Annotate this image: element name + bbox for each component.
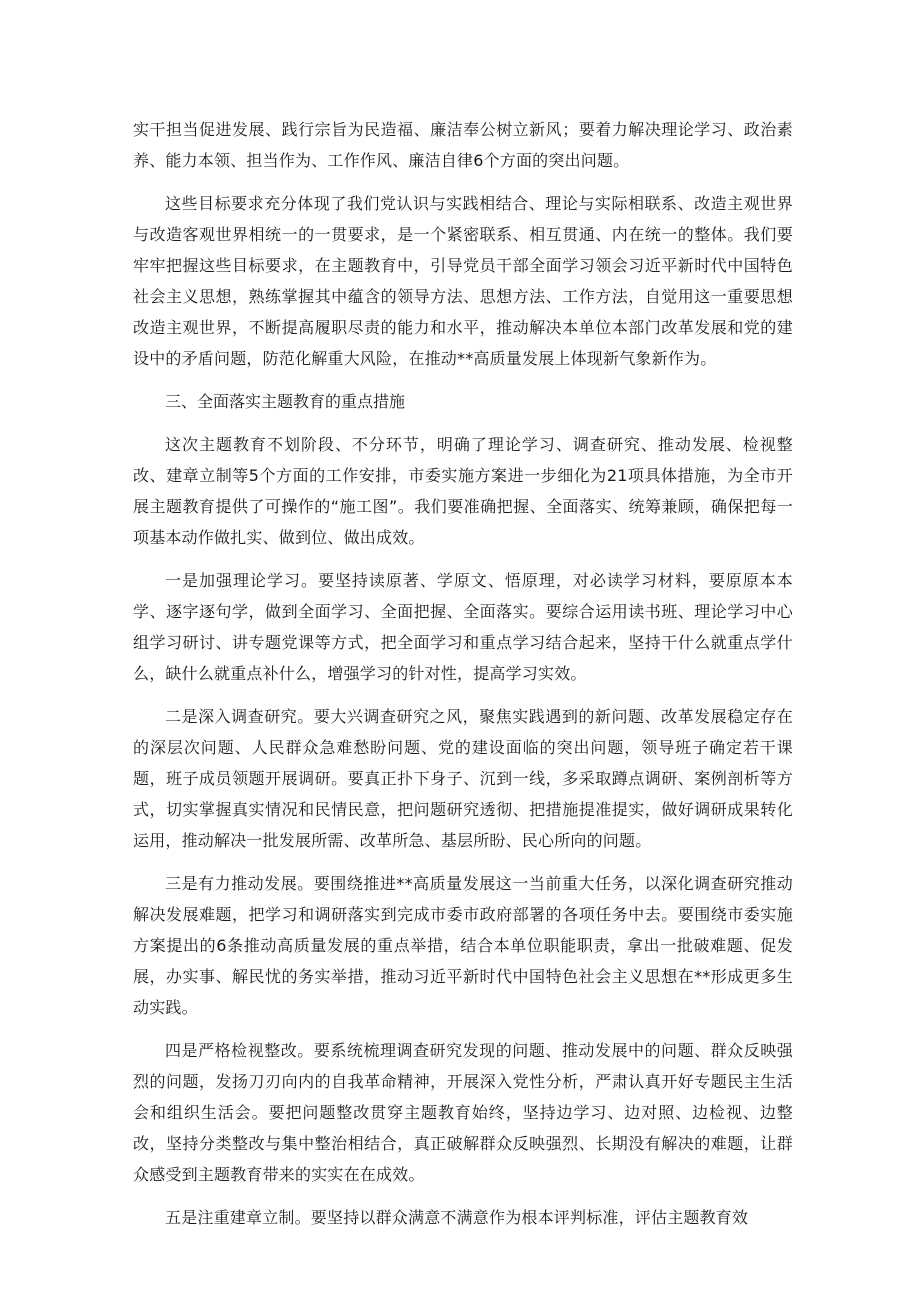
paragraph-inspection-rectification: 四是严格检视整改。要系统梳理调查研究发现的问题、推动发展中的问题、群众反映强烈的问题，发扬刀刃向内的自我革命精神，开展深入党性分析，严肃认真开好专题民主生活会和组织生活会。要把问题整改贯穿主题教育始终，坚持边学习、边对照、边检视、边整改，坚持分类整改与集中整治相结合，真正破解群众反映强烈、长期没有解决的难题，让群众感受到主题教育带来的实实在在成效。: [133, 1041, 793, 1184]
paragraph-promote-development: 三是有力推动发展。要围绕推进**高质量发展这一当前重大任务，以深化调查研究推动解决发展难题，把学习和调研落实到完成市委市政府部署的各项任务中去。要围绕市委实施方案提出的6条推动高质量发展的重点举措，结合本单位职能职责，拿出一批破难题、促发展，办实事、解民忧的务实举措，推动习近平新时代中国特色社会主义思想在**形成更多生动实践。: [133, 874, 793, 1017]
paragraph-goals-requirements: 这些目标要求充分体现了我们党认识与实践相结合、理论与实际相联系、改造主观世界与改造客观世界相统一的一贯要求，是一个紧密联系、相互贯通、内在统一的整体。我们要牢牢把握这些目标要求，在主题教育中，引导党员干部全面学习领会习近平新时代中国特色社会主义思想，熟练掌握其中蕴含的领导方法、思想方法、工作方法，自觉用这一重要思想改造主观世界，不断提高履职尽责的能力和水平，推动解决本单位本部门改革发展和党的建设中的矛盾问题，防范化解重大风险，在推动**高质量发展上体现新气象新作为。: [133, 194, 793, 368]
paragraph-work-arrangements: 这次主题教育不划阶段、不分环节，明确了理论学习、调查研究、推动发展、检视整改、建章立制等5个方面的工作安排，市委实施方案进一步细化为21项具体措施，为全市开展主题教育提供了可操作的“施工图”。我们要准确把握、全面落实、统筹兼顾，确保把每一项基本动作做扎实、做到位、做出成效。: [133, 435, 793, 547]
paragraph-investigation-research: 二是深入调查研究。要大兴调查研究之风，聚焦实践遇到的新问题、改革发展稳定存在的深层次问题、人民群众急难愁盼问题、党的建设面临的突出问题，领导班子确定若干课题，班子成员领题开展调研。要真正扑下身子、沉到一线，多采取蹲点调研、案例剖析等方式，切实掌握真实情况和民情民意，把问题研究透彻、把措施提准提实，做好调研成果转化运用，推动解决一批发展所需、改革所急、基层所盼、民心所向的问题。: [133, 707, 793, 850]
document-page: [133, 114, 793, 1245]
paragraph-goals-continued: 实干担当促进发展、践行宗旨为民造福、廉洁奉公树立新风；要着力解决理论学习、政治素养、能力本领、担当作为、工作作风、廉洁自律6个方面的突出问题。: [133, 120, 793, 170]
paragraph-establish-rules: 五是注重建章立制。要坚持以群众满意不满意作为根本评判标准，评估主题教育效: [165, 1208, 749, 1227]
section-heading-key-measures: 三、全面落实主题教育的重点措施: [165, 392, 406, 411]
paragraph-theory-study: 一是加强理论学习。要坚持读原著、学原文、悟原理，对必读学习材料，要原原本本学、逐字逐句学，做到全面学习、全面把握、全面落实。要综合运用读书班、理论学习中心组学习研讨、讲专题党课等方式，把全面学习和重点学习结合起来，坚持干什么就重点学什么，缺什么就重点补什么，增强学习的针对性，提高学习实效。: [133, 571, 793, 683]
